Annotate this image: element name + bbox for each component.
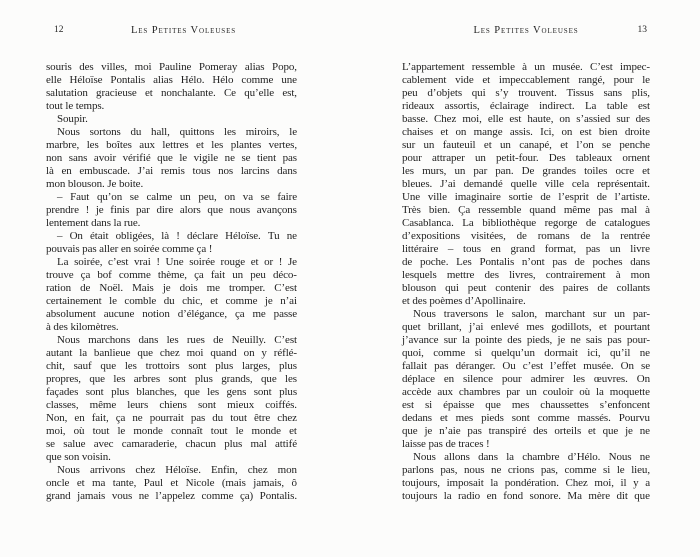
text-line: Nous arrivons chez Héloïse. Enfin, chez mon	[57, 464, 297, 476]
page-number: 12	[54, 25, 64, 35]
text-line: elle Héloïse Pontalis alias Hélo. Hélo comme une	[46, 74, 297, 86]
text-line: est si épaisse que mes chaussettes s’enfoncent	[402, 399, 650, 411]
left-page-text	[46, 61, 297, 503]
text-line: quet brillant, j’ai enlevé mes godillots, et pourtant	[402, 321, 650, 333]
text-line: mon blouson. Je boite.	[46, 178, 144, 190]
text-line: rideaux assortis, éclairage indirect. La table est	[402, 100, 650, 112]
text-line: pour attraper un petit-four. Des tableaux ornent	[402, 152, 650, 164]
text-line: cablement vide et impeccablement rangé, pour le	[402, 74, 650, 86]
text-line: Soupir.	[57, 113, 88, 125]
text-line: là en embuscade. J’ai remis tous nos larcins dans	[46, 165, 297, 177]
text-line: L’appartement ressemble à un musée. C’est impec-	[402, 61, 650, 73]
text-line: de poche. Les Pontalis n’ont pas de poches dans	[402, 256, 650, 268]
right-page-header	[402, 24, 650, 37]
text-line: propres, que les arbres sont plus grands, que les	[46, 373, 297, 385]
text-line: toujours, imposait la pondération. Chez moi, il y a	[402, 477, 650, 489]
text-line: Nous marchons dans les rues de Neuilly. C’est	[57, 334, 297, 346]
running-title: Les Petites Voleuses	[130, 25, 237, 36]
text-line: absolument aucune notion d’élégance, ça me passe	[46, 308, 297, 320]
text-line: Nous sortons du hall, quittons les miroirs, le	[57, 126, 297, 138]
running-title: Les Petites Voleuses	[473, 25, 579, 36]
text-line: lentement dans la rue.	[46, 217, 141, 229]
text-line: prendre ! je finis par dire alors que nous avançons	[46, 204, 297, 216]
text-line: Nous traversons le salon, marchant sur un par-	[413, 308, 650, 320]
text-line: Non, en fait, ça ne pourrait pas du tout être chez	[46, 412, 297, 424]
text-line: basse. Chez moi, elle est haute, on s’assied sur des	[402, 113, 650, 125]
text-line: toujours la radio en fond sonore. Ma mère dit que	[402, 490, 650, 502]
text-line: accède aux chambres par un couloir où la moquette	[402, 386, 650, 398]
text-line: certainement le comble du chic, et comme je n’ai	[46, 295, 297, 307]
text-line: quoi, comme si quelqu’un dormait ici, qu’il ne	[402, 347, 650, 359]
text-line: Nous allons dans la chambre d’Hélo. Nous ne	[413, 451, 650, 463]
text-line: se salue avec camaraderie, chacun plus mal attifé	[46, 438, 297, 450]
left-page-header	[46, 24, 297, 37]
text-line: à des kilomètres.	[46, 321, 119, 333]
text-line: pouvais pas aller en soirée comme ça !	[46, 243, 213, 255]
text-line: littéraire – tous en grand format, pas un livre	[402, 243, 650, 255]
text-line: fallait pas déranger. Ou c’est l’effet musée. On se	[402, 360, 650, 372]
text-line: sur un fauteuil et un canapé, et l’on se penche	[402, 139, 650, 151]
text-line: classes, même leurs chiens sont mieux coiffés.	[46, 399, 297, 411]
text-line: moi, où tout le monde connaît tout le monde et	[46, 425, 297, 437]
text-line: grand jamais vous ne l’appelez comme ça) Pontalis.	[46, 490, 297, 502]
page-number: 13	[637, 25, 647, 35]
text-line: parlons pas, nous ne crions pas, comme si le lieu,	[402, 464, 650, 476]
text-line: oncle et ma tante, Paul et Nicole (mais jamais, ô	[46, 477, 297, 489]
text-line: – On était obligées, là ! déclare Héloïse. Tu ne	[57, 230, 297, 242]
text-line: souris des villes, moi Pauline Pomeray alias Popo,	[46, 61, 297, 73]
text-line: chaises et on mange assis. Ici, on est bien droite	[402, 126, 650, 138]
right-page	[402, 0, 650, 557]
text-line: tout le temps.	[46, 100, 105, 112]
right-page-text	[402, 61, 650, 503]
text-line: et des poèmes d’Apollinaire.	[402, 295, 526, 307]
text-line: marbre, les boîtes aux lettres et les plantes vertes,	[46, 139, 297, 151]
text-line: salutation gracieuse et nonchalante. Ce qu’elle est,	[46, 87, 297, 99]
text-line: que son voisin.	[46, 451, 111, 463]
text-line: trouve ça bof comme thème, ça fait un peu déco-	[46, 269, 297, 281]
text-line: lesquels mettre des livres, contrairement à mon	[402, 269, 650, 281]
text-line: blouson qui peut contenir des paires de collants	[402, 282, 650, 294]
text-line: façades sont plus blanches, que les gens sont plus	[46, 386, 297, 398]
text-line: déplace en silence pour admirer les œuvres. On	[402, 373, 650, 385]
text-line: Très bien. Ça ressemble quand même pas mal à	[402, 204, 650, 216]
text-line: peu d’objets qui s’y trouvent. Tissus sans plis,	[402, 87, 650, 99]
text-line: j’avance sur la pointe des pieds, je ne sais pas pour-	[402, 334, 650, 346]
text-line: – Faut qu’on se calme un peu, on va se faire	[57, 191, 297, 203]
left-page	[46, 0, 297, 557]
text-line: Casablanca. La bibliothèque regorge de catalogues	[402, 217, 650, 229]
text-line: dedans et mes pieds sont comme massés. Pourvu	[402, 412, 650, 424]
text-line: chit, sauf que les trottoirs sont plus larges, plus	[46, 360, 297, 372]
text-line: autant la banlieue que chez moi quand on y réflé-	[46, 347, 297, 359]
text-line: d’expositions visitées, de romans de la rentrée	[402, 230, 650, 242]
text-line: non sans avoir vérifié que le vigile ne se tient pas	[46, 152, 297, 164]
text-line: laisse pas de traces !	[402, 438, 490, 450]
text-line: que je n’aie pas transpiré des orteils et que je ne	[402, 425, 650, 437]
text-line: bleues. J’ai demandé quelle ville cela représentait.	[402, 178, 650, 190]
text-line: Une ville imaginaire sortie de l’esprit de l’artiste.	[402, 191, 650, 203]
text-line: La soirée, c’est vrai ! Une soirée rouge et or ! Je	[57, 256, 297, 268]
text-line: ration de Noël. Mais je dois me tromper. C’est	[46, 282, 297, 294]
text-line: les murs, un par pan. De grandes toiles ocre et	[402, 165, 650, 177]
